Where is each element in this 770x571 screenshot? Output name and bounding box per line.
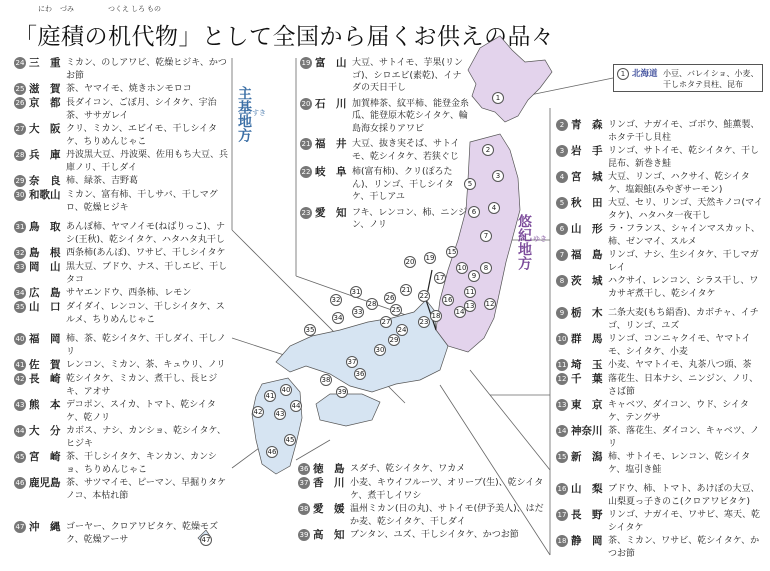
offering-items: 茶、ミカン、ワサビ、乾シイタケ、かつお節 — [608, 536, 760, 559]
map-number-marker: 22 — [419, 292, 429, 300]
number-badge: 16 — [557, 485, 567, 493]
map-number-marker: 15 — [447, 248, 457, 256]
hokkaido-shape — [468, 36, 552, 122]
prefecture-name: 徳 島 — [313, 463, 345, 475]
prefecture-entry — [14, 358, 228, 372]
map-number-marker: 27 — [381, 318, 391, 326]
prefecture-name: 神奈川 — [571, 425, 603, 437]
map-number-marker: 5 — [464, 178, 476, 190]
offering-items: 小豆、バレイショ、小麦、干しホタテ貝柱、昆布 — [663, 69, 759, 89]
map-number-marker: 4 — [488, 202, 500, 214]
map-number-marker: 42 — [253, 408, 263, 416]
offering-items: 小麦、キウイフルーツ、オリーブ(生)、乾シイタケ、煮干しイワシ — [350, 478, 544, 501]
prefecture-name: 奈 良 — [29, 175, 61, 187]
offering-items: 柿、緑茶、吉野葛 — [66, 176, 139, 186]
number-badge: 46 — [15, 479, 25, 487]
offering-items: ブンタン、ユズ、干しシイタケ、かつお節 — [350, 530, 519, 540]
number-badge: 19 — [301, 59, 311, 67]
offering-items: 加賀棒茶、紋平柿、能登金糸瓜、能登原木乾シイタケ、輪島海女採りアワビ — [352, 98, 470, 134]
offering-items: フキ、レンコン、柿、ニンジン、ノリ — [352, 207, 468, 230]
leader-line — [296, 440, 330, 460]
offering-items: リンゴ、コンニャクイモ、ヤマトイモ、シイタケ、小麦 — [608, 334, 751, 357]
number-badge: 32 — [15, 249, 25, 257]
offering-items: 長ダイコン、ごぼ月、シイタケ、宇治茶、ササガレイ — [66, 98, 217, 121]
prefecture-name: 三 重 — [29, 57, 61, 69]
map-number-marker: 28 — [367, 300, 377, 308]
hokkaido-box — [613, 64, 763, 92]
number-badge: 27 — [15, 125, 25, 133]
prefecture-entry — [14, 476, 228, 502]
map-number-marker: 31 — [351, 288, 361, 296]
offering-items: サヤエンドウ、西条柿、レモン — [66, 288, 192, 298]
number-badge: 12 — [557, 375, 567, 383]
offering-items: ブドウ、柿、トマト、あけぼの大豆、山梨夏っ子きのこ(クロアワビタケ) — [608, 484, 760, 507]
map-number-marker: 36 — [355, 370, 365, 378]
number-badge: 45 — [15, 453, 25, 461]
map-number-marker: 12 — [485, 300, 495, 308]
number-badge: 2 — [556, 119, 568, 131]
prefecture-entry — [14, 300, 228, 326]
prefecture-name: 香 川 — [313, 477, 345, 489]
number-badge: 44 — [15, 427, 25, 435]
prefecture-entry — [14, 260, 228, 286]
prefecture-name: 宮 崎 — [29, 451, 61, 463]
offering-items: 丹波黒大豆、丹波栗、佐用もち大豆、兵庫ノリ、干しダイ — [66, 150, 229, 173]
number-badge: 5 — [556, 197, 568, 209]
number-badge: 14 — [557, 427, 567, 435]
number-badge: 35 — [15, 303, 25, 311]
prefecture-name: 福 島 — [571, 249, 603, 261]
map-number-marker: 40 — [281, 386, 291, 394]
map-number-marker: 11 — [465, 288, 475, 296]
prefecture-entry — [298, 462, 548, 476]
prefecture-name: 兵 庫 — [29, 149, 61, 161]
prefecture-name: 山 梨 — [571, 483, 603, 495]
prefecture-name: 富 山 — [315, 57, 347, 69]
region-kana-yuki: ゆき — [533, 235, 547, 243]
title-ruby: にわ — [38, 5, 52, 13]
number-badge: 15 — [557, 453, 567, 461]
prefecture-entry — [14, 82, 228, 96]
offering-items: 黒大豆、ブドウ、ナス、干しエビ、干しタコ — [66, 262, 228, 285]
map-number-marker: 1 — [492, 92, 504, 104]
map-number-marker: 21 — [401, 286, 411, 294]
prefecture-entry — [556, 170, 766, 196]
prefecture-entry — [556, 358, 766, 372]
prefecture-name: 青 森 — [571, 119, 603, 131]
prefecture-name: 和歌山 — [29, 189, 61, 201]
prefecture-entry — [556, 482, 766, 508]
region-kana-shuki: すき — [252, 109, 266, 117]
prefecture-entry — [556, 248, 766, 274]
prefecture-name: 岐 阜 — [315, 166, 347, 178]
offering-items: 温州ミカン(日の丸)、サトイモ(伊予美人)、はだか麦、乾シイタケ、干しダイ — [350, 504, 544, 527]
number-badge: 43 — [15, 401, 25, 409]
map-number-marker: 19 — [425, 254, 435, 262]
prefecture-entry — [556, 274, 766, 300]
number-badge: 10 — [557, 335, 567, 343]
number-badge: 1 — [617, 68, 629, 80]
map-number-marker: 24 — [397, 326, 407, 334]
prefecture-entry — [14, 398, 228, 424]
map-number-marker: 38 — [321, 376, 331, 384]
number-badge: 30 — [15, 191, 25, 199]
offering-items: リンゴ、ナガイモ、ワサビ、寒天、乾シイタケ — [608, 510, 761, 533]
prefecture-name: 熊 本 — [29, 399, 61, 411]
prefecture-entry — [14, 188, 228, 214]
map-number-marker: 10 — [457, 264, 467, 272]
number-badge: 31 — [15, 223, 25, 231]
number-badge: 13 — [557, 401, 567, 409]
map-number-marker: 2 — [482, 144, 494, 156]
prefecture-name: 沖 縄 — [29, 521, 61, 533]
prefecture-entry — [14, 56, 228, 82]
prefecture-entry — [298, 502, 548, 528]
map-number-marker: 25 — [391, 306, 401, 314]
number-badge: 3 — [556, 145, 568, 157]
map-number-marker: 39 — [337, 388, 347, 396]
map-number-marker: 14 — [455, 308, 465, 316]
offering-items: 柿、茶、乾シイタケ、干しダイ、干しノリ — [66, 334, 226, 357]
prefecture-entry — [14, 372, 228, 398]
prefecture-name: 高 知 — [313, 529, 345, 541]
number-badge: 26 — [15, 99, 25, 107]
number-badge: 40 — [15, 335, 25, 343]
prefecture-entry — [300, 137, 470, 163]
prefecture-name: 山 形 — [571, 223, 603, 235]
map-number-marker: 18 — [431, 312, 441, 320]
prefecture-name: 大 阪 — [29, 123, 61, 135]
title-ruby: づみ — [60, 5, 74, 13]
prefecture-name: 長 崎 — [29, 373, 61, 385]
offering-items: カボス、ナシ、カンショ、乾シイタケ、ヒジキ — [66, 426, 226, 449]
map-number-marker: 6 — [468, 206, 480, 218]
offering-items: スダチ、乾シイタケ、ワカメ — [350, 464, 466, 474]
map-number-marker: 13 — [465, 302, 475, 310]
prefecture-name: 鳥 取 — [29, 221, 61, 233]
prefecture-name: 大 分 — [29, 425, 61, 437]
prefecture-entry — [556, 332, 766, 358]
prefecture-entry — [14, 246, 228, 260]
number-badge: 8 — [556, 275, 568, 287]
shikoku-shape — [316, 394, 380, 426]
map-number-marker: 23 — [419, 318, 429, 326]
number-badge: 41 — [15, 361, 25, 369]
number-badge: 22 — [301, 168, 311, 176]
prefecture-name: 鹿児島 — [29, 477, 61, 489]
prefecture-entry — [556, 196, 766, 222]
number-badge: 21 — [301, 140, 311, 148]
offering-items: 西条柿(あんぽ)、ワサビ、干しシイタケ — [66, 248, 226, 258]
leader-line — [470, 370, 550, 470]
map-number-marker: 29 — [389, 336, 399, 344]
offering-items: クリ、ミカン、エビイモ、干しシイタケ、ちりめんじゃこ — [66, 124, 218, 147]
prefecture-entry — [14, 450, 228, 476]
title-ruby: もの — [147, 5, 161, 13]
offering-items: 柿(富有柿)、クリ(ぽろたん)、リンゴ、干しシイタケ、干しアユ — [352, 167, 454, 202]
number-badge: 39 — [299, 531, 309, 539]
map-number-marker: 33 — [353, 308, 363, 316]
title-ruby: しろ — [131, 5, 145, 13]
prefecture-entry — [298, 528, 548, 542]
offering-items: 茶、サツマイモ、ピーマン、早掘りタケノコ、本枯れ節 — [66, 478, 227, 501]
prefecture-name: 滋 賀 — [29, 83, 61, 95]
prefecture-name: 佐 賀 — [29, 359, 61, 371]
offering-items: 大豆、抜き実そば、サトイモ、乾シイタケ、若狭ぐじ — [352, 139, 460, 162]
prefecture-name: 宮 城 — [571, 171, 603, 183]
number-badge: 11 — [557, 361, 567, 369]
offering-items: ミカン、富有柿、干しサバ、干しマグロ、乾燥ヒジキ — [66, 190, 218, 213]
map-number-marker: 32 — [331, 296, 341, 304]
map-number-marker: 9 — [468, 270, 480, 282]
map-number-marker: 34 — [333, 314, 343, 322]
map-number-marker: 3 — [492, 170, 504, 182]
prefecture-name: 北海道 — [632, 69, 658, 79]
prefecture-name: 京 都 — [29, 97, 61, 109]
prefecture-name: 栃 木 — [571, 307, 603, 319]
offering-items: リンゴ、ナシ、生シイタケ、干しマガレイ — [608, 250, 759, 273]
number-badge: 9 — [556, 307, 568, 319]
number-badge: 6 — [556, 223, 568, 235]
number-badge: 25 — [15, 85, 25, 93]
prefecture-entry — [300, 97, 470, 136]
offering-items: ハクサイ、レンコン、シラス干し、ワカサギ煮干し、乾シイタケ — [608, 276, 759, 299]
prefecture-name: 福 井 — [315, 138, 347, 150]
prefecture-name: 埼 玉 — [571, 359, 603, 371]
prefecture-name: 新 潟 — [571, 451, 603, 463]
prefecture-entry — [556, 450, 766, 476]
map-number-marker: 17 — [435, 274, 445, 282]
offering-items: リンゴ、サトイモ、乾シイタケ、干し昆布、新巻き鮭 — [608, 146, 760, 169]
number-badge: 47 — [15, 523, 25, 531]
prefecture-entry — [14, 332, 228, 358]
prefecture-entry — [556, 534, 766, 560]
offering-items: 大豆、リンゴ、ハクサイ、乾シイタケ、塩銀鮭(みやぎサーモン) — [608, 172, 750, 195]
map-number-marker: 7 — [480, 230, 492, 242]
prefecture-entry — [556, 372, 766, 398]
map-number-marker: 46 — [267, 448, 277, 456]
prefecture-entry — [300, 206, 470, 232]
west-japan-list — [14, 56, 228, 546]
number-badge: 29 — [15, 177, 25, 185]
number-badge: 7 — [556, 249, 568, 261]
offering-items: 二条大麦(もち絹香)、カボチャ、イチゴ、リンゴ、ユズ — [608, 308, 759, 331]
offering-items: ダイダイ、レンコン、干しシイタケ、スルメ、ちりめんじゃこ — [66, 302, 225, 325]
prefecture-name: 島 根 — [29, 247, 61, 259]
number-badge: 42 — [15, 375, 25, 383]
prefecture-entry — [300, 56, 470, 95]
prefecture-entry — [14, 174, 228, 188]
offering-items: 茶、干しシイタケ、キンカン、カンショ、ちりめんじゃこ — [66, 452, 217, 475]
map-number-marker: 8 — [480, 262, 492, 274]
prefecture-name: 秋 田 — [571, 197, 603, 209]
map-number-marker: 16 — [443, 296, 453, 304]
map-number-marker: 43 — [275, 410, 285, 418]
region-label-yuki: 悠紀地方 — [516, 214, 532, 270]
prefecture-entry — [14, 96, 228, 122]
prefecture-entry — [556, 508, 766, 534]
page-title: 「庭積の机代物」として全国から届くお供えの品々 — [14, 24, 555, 50]
prefecture-name: 福 岡 — [29, 333, 61, 345]
map-number-marker: 26 — [385, 294, 395, 302]
prefecture-name: 愛 媛 — [313, 503, 345, 515]
map-number-marker: 35 — [305, 326, 315, 334]
prefecture-entry — [14, 122, 228, 148]
offering-items: ラ・フランス、シャインマスカット、柿、ゼンマイ、スルメ — [608, 224, 760, 247]
prefecture-name: 静 岡 — [571, 535, 603, 547]
offering-items: 大豆、サトイモ、芋果(リンゴ)、シロエビ(素乾)、イナダの天日干し — [352, 58, 463, 93]
prefecture-entry — [556, 222, 766, 248]
number-badge: 23 — [301, 208, 311, 217]
number-badge: 17 — [557, 511, 567, 519]
prefecture-entry — [300, 165, 470, 204]
number-badge: 28 — [15, 151, 25, 159]
prefecture-name: 群 馬 — [571, 333, 603, 345]
number-badge: 37 — [299, 479, 309, 487]
chubu-list — [300, 56, 470, 232]
prefecture-name: 岡 山 — [29, 261, 61, 273]
prefecture-entry — [556, 306, 766, 332]
number-badge: 38 — [299, 505, 309, 513]
number-badge: 36 — [299, 465, 309, 473]
offering-items: レンコン、ミカン、茶、キュウリ、ノリ — [66, 360, 226, 370]
prefecture-name: 山 口 — [29, 301, 61, 313]
prefecture-name: 岩 手 — [571, 145, 603, 157]
number-badge: 34 — [15, 289, 25, 297]
number-badge: 18 — [557, 537, 567, 545]
prefecture-entry — [556, 144, 766, 170]
prefecture-entry — [14, 286, 228, 300]
number-badge: 20 — [301, 99, 311, 108]
prefecture-name: 東 京 — [571, 399, 603, 411]
offering-items: あんぽ柿、ヤマノイモ(ねばりっこ)、ナシ(王秋)、乾シイタケ、ハタハタ丸干し — [66, 222, 225, 245]
prefecture-entry — [556, 424, 766, 450]
kyushu-shape — [252, 378, 302, 474]
offering-items: 茶、落花生、ダイコン、キャベツ、ノリ — [608, 426, 760, 449]
offering-items: 大豆、セリ、リンゴ、天然キノコ(マイタケ)、ハタハタ一夜干し — [608, 198, 763, 221]
prefecture-entry — [14, 220, 228, 246]
region-label-shuki: 主基地方 — [236, 86, 252, 142]
prefecture-name: 長 野 — [571, 509, 603, 521]
shikoku-list — [298, 462, 548, 542]
offering-items: 小麦、ヤマトイモ、丸茶八つ頭、茶 — [608, 360, 752, 370]
map-number-marker: 47 — [201, 536, 211, 544]
number-badge: 24 — [15, 59, 25, 67]
offering-items: キャベツ、ダイコン、ウド、シイタケ、テングサ — [608, 400, 749, 423]
prefecture-name: 広 島 — [29, 287, 61, 299]
prefecture-entry — [14, 520, 228, 546]
map-number-marker: 45 — [285, 436, 295, 444]
offering-items: デコポン、スイカ、トマト、乾シイタケ、乾ノリ — [66, 400, 216, 423]
map-number-marker: 41 — [265, 392, 275, 400]
east-japan-list — [556, 118, 766, 560]
offering-items: 乾シイタケ、ミカン、煮干し、長ヒジキ、アオサ — [66, 374, 218, 397]
map-number-marker: 44 — [291, 402, 301, 410]
number-badge: 4 — [556, 171, 568, 183]
prefecture-entry — [298, 476, 548, 502]
map-number-marker: 37 — [347, 358, 357, 366]
prefecture-name: 愛 知 — [315, 206, 347, 219]
map-number-marker: 20 — [405, 258, 415, 266]
offering-items: ミカン、のしアワビ、乾燥ヒジキ、かつお節 — [66, 58, 227, 81]
number-badge: 33 — [15, 263, 25, 271]
prefecture-name: 石 川 — [315, 97, 347, 110]
prefecture-entry — [556, 118, 766, 144]
title-ruby: つくえ — [108, 5, 129, 13]
offering-items: 茶、ヤマイモ、焼きホンモロコ — [66, 84, 192, 94]
prefecture-name: 茨 城 — [571, 275, 603, 287]
offering-items: 柿、サトイモ、レンコン、乾シイタケ、塩引き鮭 — [608, 452, 751, 475]
map-number-marker: 30 — [375, 346, 385, 354]
prefecture-name: 千 葉 — [571, 373, 603, 385]
offering-items: リンゴ、ナガイモ、ゴボウ、鮭薫製、ホタテ干し貝柱 — [608, 120, 760, 143]
offering-items: 落花生、日本ナシ、ニンジン、ノリ、さば節 — [608, 374, 759, 397]
prefecture-entry — [556, 398, 766, 424]
prefecture-entry — [14, 424, 228, 450]
offering-items: ゴーヤー、クロアワビタケ、乾燥モズク、乾燥アーサ — [66, 522, 219, 545]
prefecture-entry — [14, 148, 228, 174]
